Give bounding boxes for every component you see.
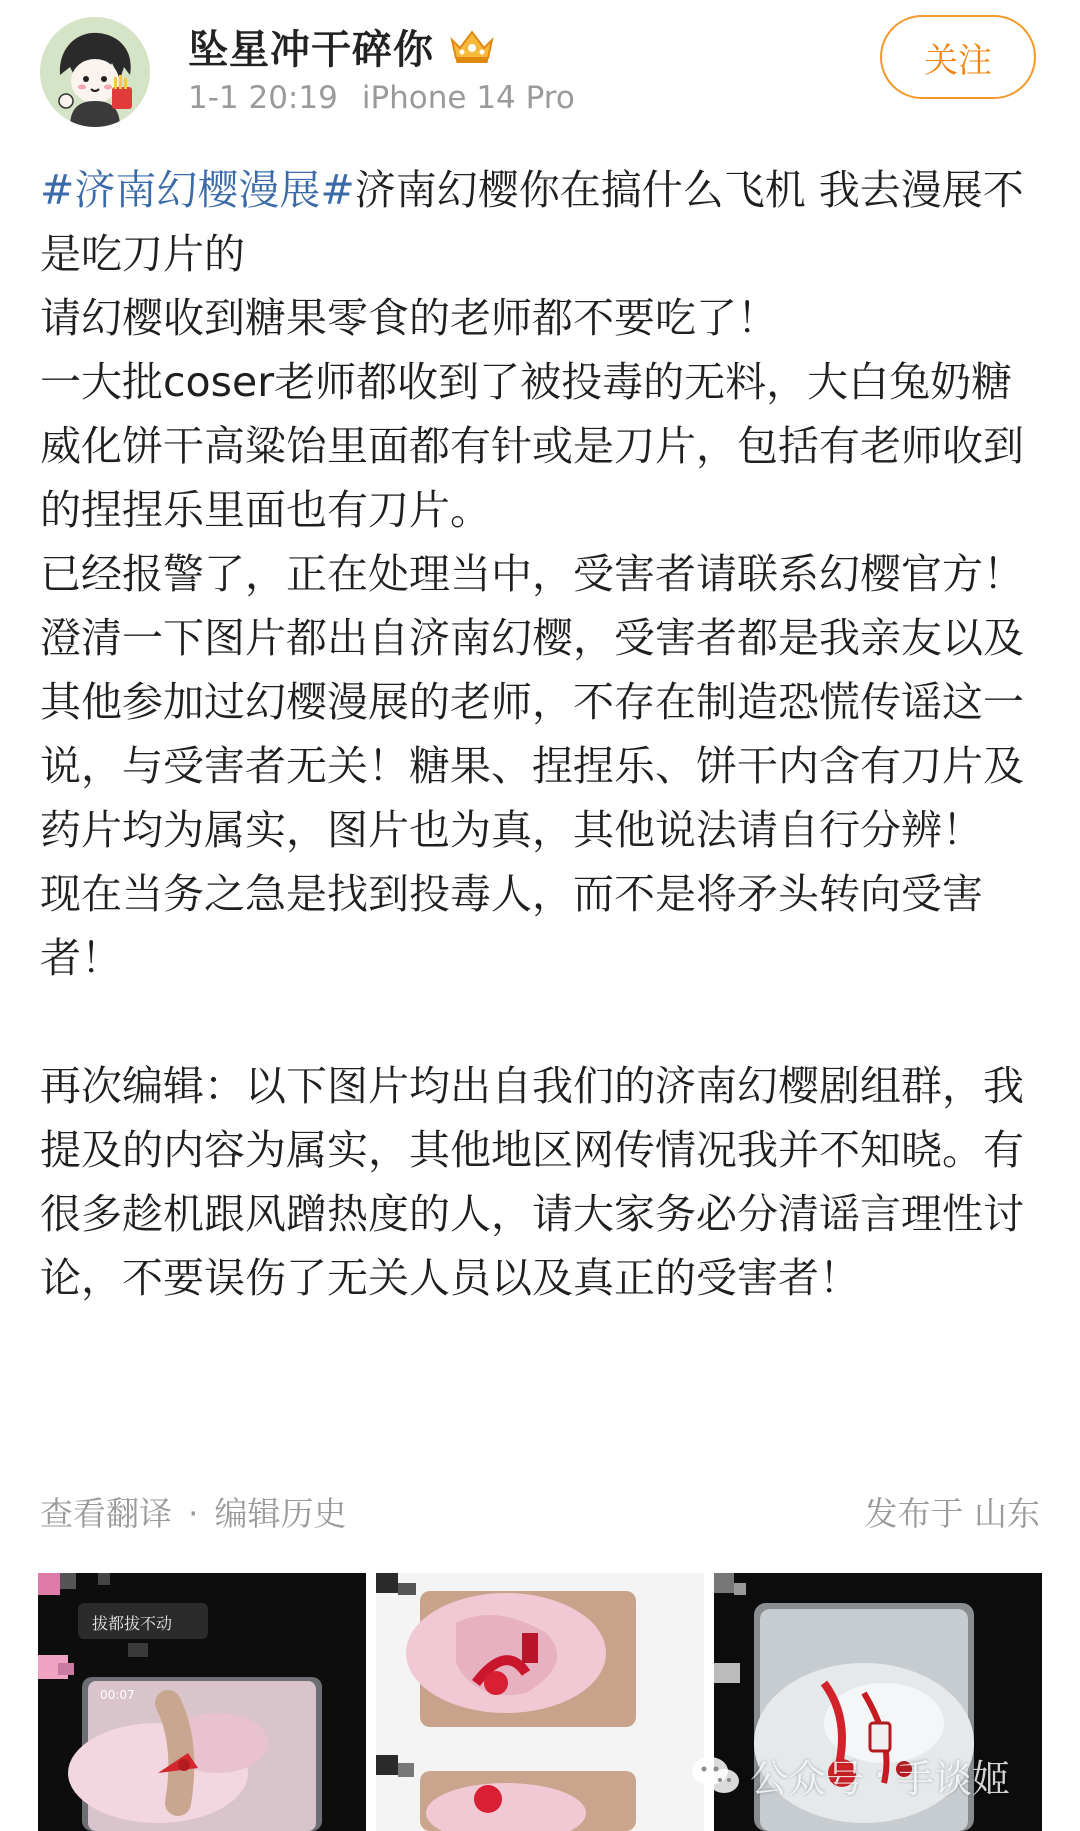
post-time: 1-1 20:19: [188, 80, 338, 116]
post-paragraph: 已经报警了，正在处理当中，受害者请联系幻樱官方！: [40, 550, 1024, 598]
translate-link[interactable]: 查看翻译: [40, 1494, 172, 1533]
username-row: [188, 18, 498, 74]
hashtag-link[interactable]: #济南幻樱漫展#: [40, 166, 355, 214]
post-paragraph: 请幻樱收到糖果零食的老师都不要吃了！: [40, 294, 778, 342]
username[interactable]: 坠星冲干碎你: [188, 26, 434, 73]
post-image-2[interactable]: [376, 1573, 704, 1831]
footer-actions: [40, 1488, 347, 1535]
watermark: [690, 1745, 1010, 1805]
watermark-account: 手谈姬: [896, 1756, 1011, 1801]
follow-button[interactable]: 关注: [880, 15, 1036, 99]
post-paragraph: 再次编辑：以下图片均出自我们的济南幻樱剧组群，我提及的内容为属实，其他地区网传情况我并不知晓。有很多趁机跟风蹭热度的人，请大家务必分清谣言理性讨论，不要误伤了无关人员以及真正的受害者！: [40, 1062, 1024, 1302]
separator-dot: ·: [188, 1494, 199, 1533]
post-location: 发布于 山东: [864, 1494, 1040, 1533]
edit-history-link[interactable]: 编辑历史: [214, 1494, 347, 1533]
post-meta: [188, 80, 575, 116]
post-image-1[interactable]: [38, 1573, 366, 1831]
vip-crown-icon[interactable]: [446, 26, 498, 66]
post-device: iPhone 14 Pro: [361, 80, 575, 116]
chat-bubble-text: 拔都拔不动: [92, 1614, 173, 1633]
post-header: [0, 0, 1080, 140]
watermark-platform: 公众号: [750, 1756, 865, 1801]
avatar-illustration: [40, 17, 150, 127]
blank-line: [40, 990, 1040, 1054]
post-footer: [40, 1488, 1040, 1538]
post-paragraph: [40, 158, 1040, 286]
post-content: [40, 158, 1040, 1310]
post-paragraph: 澄清一下图片都出自济南幻樱，受害者都是我亲友以及其他参加过幻樱漫展的老师，不存在制造恐慌传谣这一说，与受害者无关！糖果、捏捏乐、饼干内含有刀片及药片均为属实，图片也为真，其他说法请自行分辨！: [40, 614, 1024, 854]
watermark-separator: ·: [874, 1753, 887, 1797]
user-avatar[interactable]: [40, 17, 150, 127]
post-paragraph: 一大批coser老师都收到了被投毒的无料，大白兔奶糖威化饼干高粱饴里面都有针或是刀片，包括有老师收到的捏捏乐里面也有刀片。: [40, 358, 1024, 534]
video-timestamp: 00:07: [100, 1688, 135, 1702]
post-text: 济南幻樱你在搞什么飞机 我去漫展不是吃刀片的: [40, 166, 1024, 278]
post-paragraph: 现在当务之急是找到投毒人，而不是将矛头转向受害者！: [40, 870, 983, 982]
wechat-icon: [690, 1753, 742, 1797]
